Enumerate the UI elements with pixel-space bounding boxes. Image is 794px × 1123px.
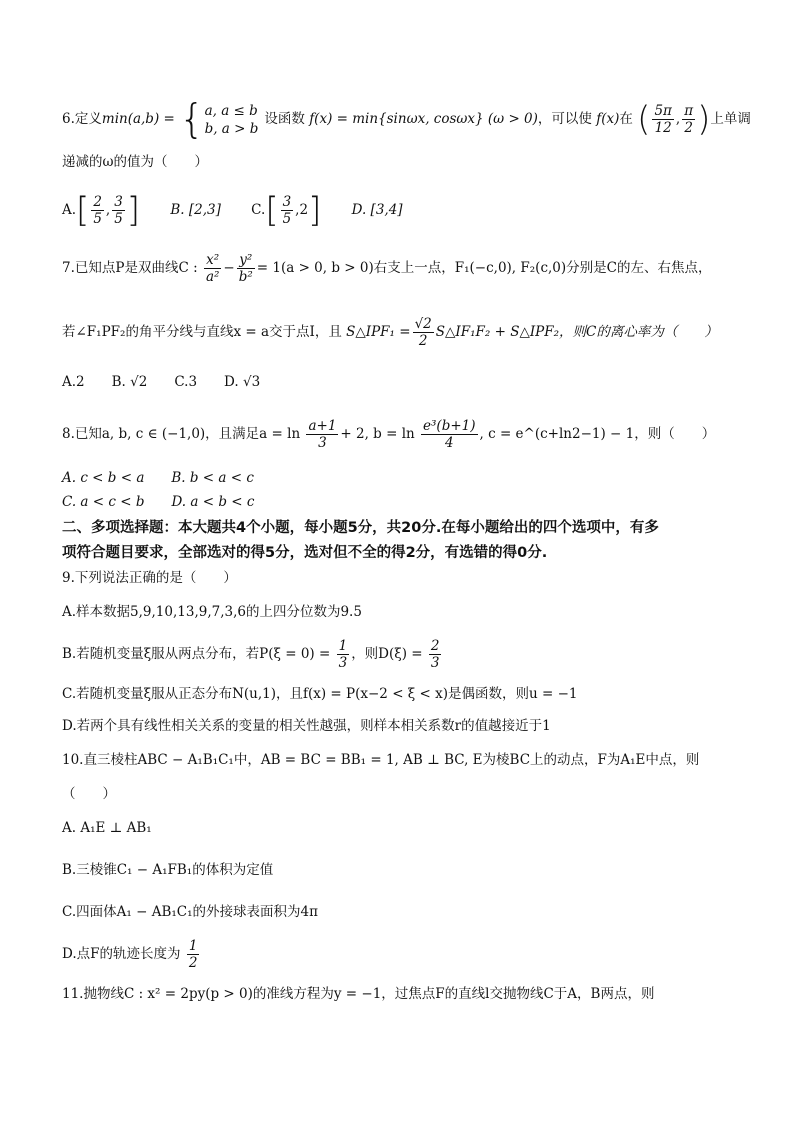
- q7-frac-x: $\frac{\text{x²}}{\text{a²}}$: [205, 252, 220, 285]
- q6-brace-icon: {: [179, 96, 205, 143]
- q6-line2: 递减的ω的值为（ ）: [62, 154, 209, 170]
- q6-optA-label: A.: [62, 202, 77, 218]
- q6-mid: 设函数: [264, 111, 305, 127]
- q7-line2: 若∠F₁PF₂的角平分线与直线x = a交于点I，且 S△IPF₁ = $\frac{√2}{2}$ S△IF₁F₂ + S△IPF₂，则C的离心率为（ ）: [62, 316, 718, 349]
- q9-optC: C.若随机变量ξ服从正态分布N(u,1)，且f(x) = P(x−2 < ξ < x)是偶函数，则u = −1: [62, 686, 578, 702]
- q9-optA: A.样本数据5,9,10,13,9,7,3,6的上四分位数为9.5: [62, 604, 362, 620]
- q6-end: 上单调: [710, 111, 751, 127]
- q7-frac-sqrt2: $\frac{√2}{2}$: [414, 316, 432, 349]
- q6-case1: a, a ≤ b: [204, 102, 258, 119]
- q6-frac2: $\frac{\pi}{2}$: [684, 103, 694, 136]
- q6-stem: 6.定义min(a,b) = { a, a ≤ b b, a > b 设函数 f(x) = min{sinωx, cosωx} (ω > 0)，可以使 f(x)在 ( $\frac{5\pi}{12}$ , $\frac{\pi}{2}$ )上单调: [62, 96, 751, 143]
- q6-lead: 6.定义: [62, 111, 102, 127]
- q7-cond: = 1(a > 0, b > 0)右支上一点，F₁(−c,0), F₂(c,0)分别是C的左、右焦点，: [256, 260, 712, 276]
- q6-tail: ，可以使: [537, 111, 592, 127]
- q6-optB: B. [2,3]: [170, 202, 221, 218]
- q10-frac: $\frac{1}{2}$: [188, 938, 198, 971]
- q6-open-paren: (: [637, 99, 651, 140]
- section2-heading-line1: 二、多项选择题：本大题共4个小题，每小题5分，共20分.在每小题给出的四个选项中，有多: [62, 520, 659, 536]
- q6-optA-frac2: $\frac{3}{5}$: [114, 194, 123, 227]
- q10-optC: C.四面体A₁ − AB₁C₁的外接球表面积为4π: [62, 904, 318, 920]
- q8-options-AB: A. c < b < a B. b < a < c: [62, 470, 254, 486]
- q10-stem: 10.直三棱柱ABC − A₁B₁C₁中，AB = BC = BB₁ = 1, AB ⊥ BC, E为棱BC上的动点，F为A₁E中点，则: [62, 752, 700, 768]
- q6-close-paren: ): [697, 99, 711, 140]
- q6-optA-frac1: $\frac{2}{5}$: [93, 194, 102, 227]
- q6-case2: b, a > b: [204, 120, 259, 137]
- q6-optC-frac: $\frac{3}{5}$: [282, 194, 292, 227]
- q10-paren: （ ）: [62, 786, 116, 802]
- q6-optD: D. [3,4]: [351, 202, 403, 218]
- q8-options-CD: C. a < c < b D. a < b < c: [62, 494, 255, 510]
- q7-lead: 7.已知点P是双曲线C :: [62, 260, 198, 276]
- section2-heading-line2: 项符合题目要求，全部选对的得5分，选对但不全的得2分，有选错的得0分.: [62, 545, 548, 561]
- q8-frac2: $\frac{\text{e³(b+1)}}{4}$: [423, 418, 476, 451]
- q10-optB: B.三棱锥C₁ − A₁FB₁的体积为定值: [62, 862, 274, 878]
- q7-frac-y: $\frac{\text{y²}}{\text{b²}}$: [238, 252, 253, 285]
- q9-stem: 9.下列说法正确的是（ ）: [62, 570, 237, 586]
- q9-optB: B.若随机变量ξ服从两点分布，若P(ξ = 0) = $\frac{1}{3}$ ，则D(ξ) = $\frac{2}{3}$: [62, 638, 440, 671]
- q6-in: 在: [619, 111, 633, 127]
- q8-frac1: $\frac{a+1}{3}$: [308, 418, 337, 451]
- q11-stem: 11.抛物线C : x² = 2py(p > 0)的准线方程为y = −1，过焦点F的直线l交抛物线C于A，B两点，则: [62, 986, 655, 1002]
- q10-optA: A. A₁E ⊥ AB₁: [62, 820, 152, 836]
- q9-optD: D.若两个具有线性相关关系的变量的相关性越强，则样本相关系数r的值越接近于1: [62, 718, 551, 734]
- q8-stem: 8.已知a, b, c ∈ (−1,0)，且满足a = ln $\frac{a+1}{3}$ + 2, b = ln $\frac{\text{e³(b+1)}}{4}$ , c = e^(c+ln2−1) − 1，则（ ）: [62, 418, 716, 451]
- q7-stem: 7.已知点P是双曲线C : $\frac{\text{x²}}{\text{a²}}$ − $\frac{\text{y²}}{\text{b²}}$ = 1(a > 0, b > 0)右支上一点，F₁(−c,0), F₂(c,0)分别是C的左、右焦点，: [62, 252, 712, 285]
- q7-options: A.2 B. √2 C.3 D. √3: [62, 374, 261, 390]
- q6-fx: f(x): [596, 111, 620, 127]
- q6-cases: [205, 102, 259, 138]
- q6-min-def: min(a,b) =: [101, 111, 175, 127]
- q9-frac1: $\frac{1}{3}$: [338, 638, 348, 671]
- q6-options: A.[ $\frac{2}{5}$ , $\frac{3}{5}$ ] B. [2,3] C.[ $\frac{3}{5}$ ,2] D. [3,4]: [62, 190, 403, 231]
- q6-frac1: $\frac{5\pi}{12}$: [654, 103, 672, 136]
- q6-optC-label: C.: [251, 202, 266, 218]
- q6-fdef: f(x) = min{sinωx, cosωx} (ω > 0): [309, 111, 538, 127]
- q9-frac2: $\frac{2}{3}$: [430, 638, 440, 671]
- q10-optD: D.点F的轨迹长度为 $\frac{1}{2}$: [62, 938, 198, 971]
